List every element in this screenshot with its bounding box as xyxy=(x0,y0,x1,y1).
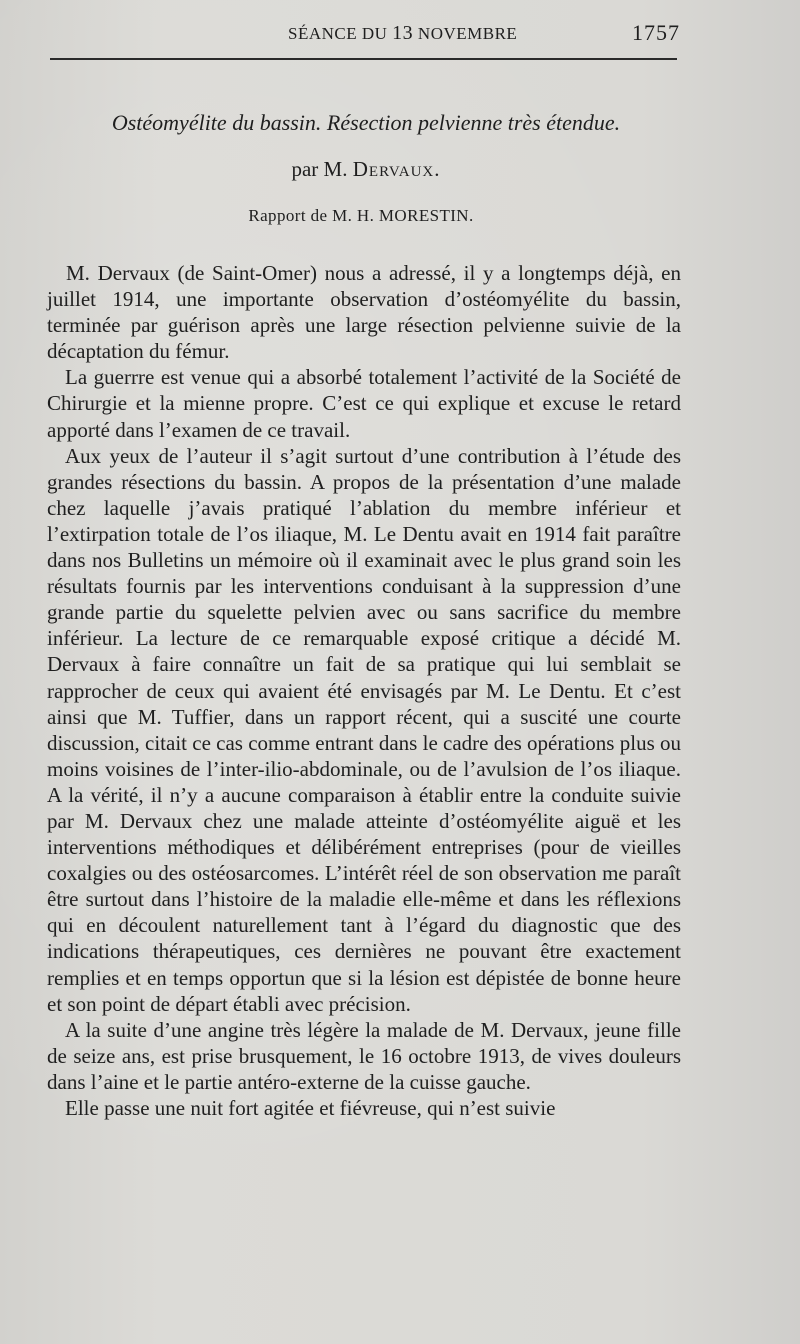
running-title-number: 13 xyxy=(392,22,414,44)
byline xyxy=(0,157,732,182)
running-title-pre: SÉANCE DU xyxy=(288,24,388,43)
running-title xyxy=(288,22,517,45)
header-rule xyxy=(50,58,677,60)
paragraph: Aux yeux de l’auteur il s’agit surtout d’une contribution à l’étude des grandes résections du bassin. A propos de la présentation d’une malade chez laquelle j’avais pratiqué l’ablation du membre inférieur et l’extirpation totale de l’os iliaque, M. Le Dentu avait en 1914 fait paraître dans nos Bulletins un mémoire où il examinait avec le plus grand soin les résultats fournis par les interventions conduisant à la suppression d’une grande partie du squelette pelvien avec ou sans sacrifice du membre inférieur. La lecture de ce remarquable exposé critique a décidé M. Dervaux à faire connaître un fait de sa pratique qui lui semblait se rapprocher de ceux qui avaient été envisagés par M. Le Dentu. Et c’est ainsi que M. Tuffier, dans un rapport récent, qui a suscité une courte discussion, citait ce cas comme entrant dans le cadre des opérations plus ou moins voisines de l’inter-ilio-abdominale, ou de l’avulsion de l’os iliaque. A la vérité, il n’y a aucune comparaison à établir entre la conduite suivie par M. Dervaux chez une malade atteinte d’ostéomyélite aiguë et les interventions méthodiques et délibérément entreprises (pour de vieilles coxalgies ou des ostéosarcomes. L’intérêt réel de son observation me paraît être surtout dans l’histoire de la maladie elle-même et dans les réflexions qui en découlent naturellement tant à l’égard du diagnostic que des indications thérapeutiques, ces dernières ne pouvant être exactement remplies et en temps opportun que si la lésion est dépistée de bonne heure et son point de départ établi avec précision. xyxy=(47,443,681,1016)
running-head xyxy=(40,18,680,46)
body-text xyxy=(47,260,681,1121)
paragraph: M. Dervaux (de Saint-Omer) nous a adressé, il y a longtemps déjà, en juillet 1914, une importante observation d’ostéomyélite du bassin, terminée par guérison après une large résection pelvienne suivie de la décaptation du fémur. xyxy=(47,261,681,364)
paragraph: Elle passe une nuit fort agitée et fiévreuse, qui n’est suivie xyxy=(65,1096,556,1120)
byline-author: Dervaux. xyxy=(352,157,441,181)
article-title: Ostéomyélite du bassin. Résection pelvienne très étendue. xyxy=(111,110,621,135)
paragraph: A la suite d’une angine très légère la malade de M. Dervaux, jeune fille de seize ans, est prise brusquement, le 16 octobre 1913, de vives douleurs dans l’aine et le partie antéro-externe de la cuisse gauche. xyxy=(47,1017,681,1094)
running-title-post: NOVEMBRE xyxy=(417,24,518,43)
byline-prefix: par M. xyxy=(291,157,348,181)
report-line: Rapport de M. H. MORESTIN. xyxy=(248,206,474,225)
page-number: 1757 xyxy=(632,20,680,45)
paragraph: La guerrre est venue qui a absorbé totalement l’activité de la Société de Chirurgie et la mienne propre. C’est ce qui explique et excuse le retard apporté dans l’examen de ce travail. xyxy=(47,365,681,442)
